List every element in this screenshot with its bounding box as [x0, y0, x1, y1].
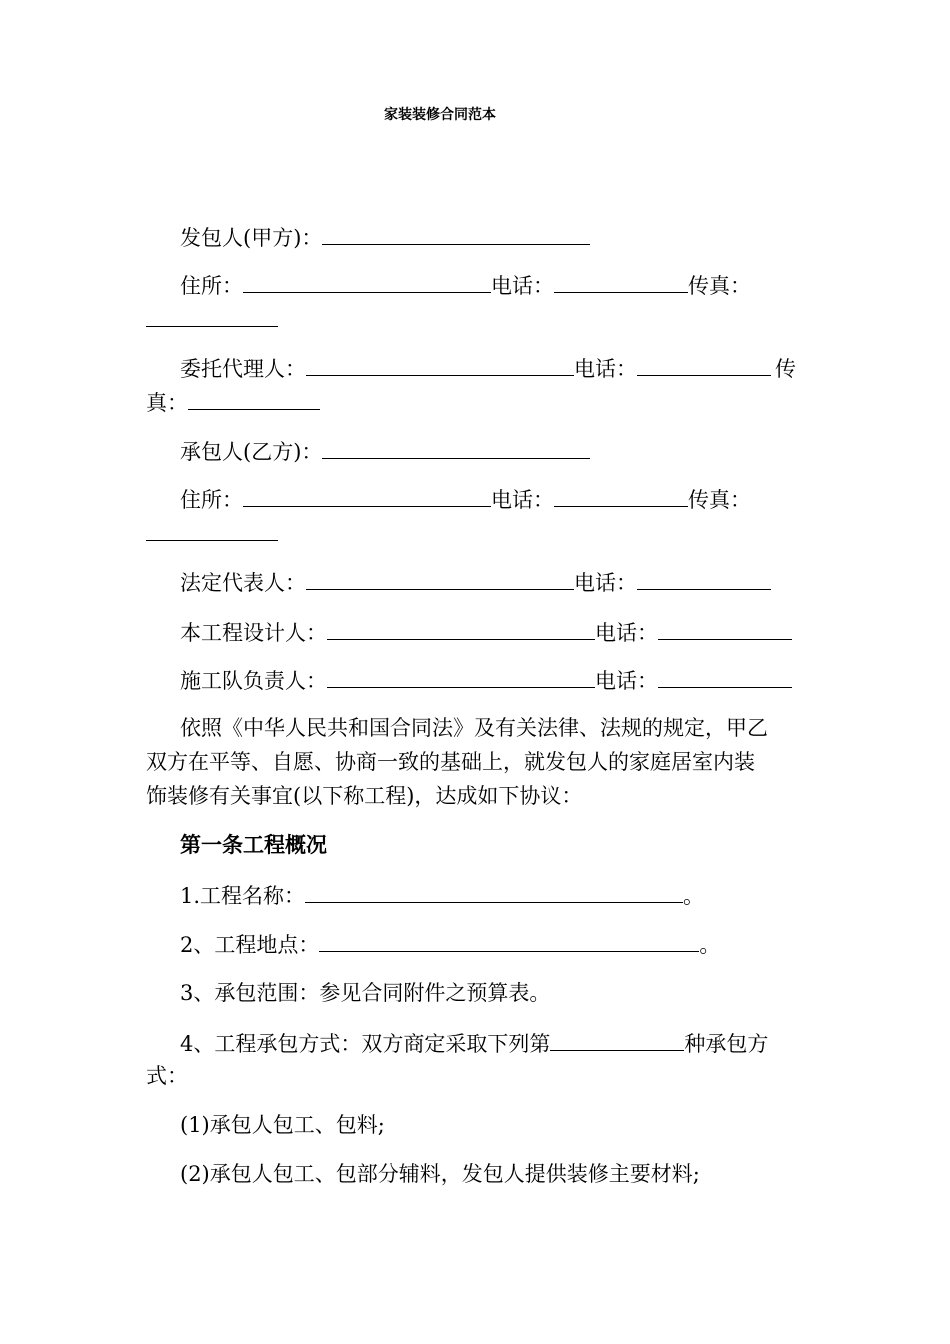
agent-label: 委托代理人：: [180, 357, 306, 381]
option-1: (1)承包人包工、包料;: [180, 1113, 385, 1137]
preamble-line-2: 双方在平等、自愿、协商一致的基础上，就发包人的家庭居室内装: [146, 750, 755, 774]
item-2-end: 。: [699, 933, 721, 957]
party-b-address-label: 住所：: [180, 488, 243, 512]
item-4-continuation: 式：: [146, 1064, 188, 1088]
party-b-address-blank[interactable]: [243, 486, 491, 507]
party-a-address-row: [180, 272, 751, 298]
legal-rep-phone-label: 电话：: [574, 571, 637, 595]
item-2-row: [180, 931, 720, 957]
agent-row: [180, 355, 796, 381]
designer-row: [180, 619, 792, 645]
party-a-fax-blank[interactable]: [146, 306, 278, 327]
foreman-phone-label: 电话：: [595, 669, 658, 693]
item-3-row: 3、承包范围：参见合同附件之预算表。: [180, 981, 551, 1005]
party-b-label: 承包人(乙方)：: [180, 440, 323, 464]
party-b-row: [180, 438, 590, 464]
party-a-address-blank[interactable]: [243, 272, 491, 293]
agent-fax-label-end: 真：: [146, 391, 188, 415]
item-4-label: 4、工程承包方式：双方商定采取下列第: [180, 1032, 551, 1056]
designer-label: 本工程设计人：: [180, 621, 327, 645]
legal-rep-blank[interactable]: [306, 569, 574, 590]
legal-rep-label: 法定代表人：: [180, 571, 306, 595]
article-1-heading: 第一条工程概况: [180, 833, 327, 857]
party-a-fax-row: [146, 306, 278, 332]
party-b-blank[interactable]: [322, 438, 590, 459]
designer-blank[interactable]: [327, 619, 595, 640]
agent-fax-blank[interactable]: [188, 389, 320, 410]
party-a-label: 发包人(甲方)：: [180, 226, 323, 250]
foreman-blank[interactable]: [327, 667, 595, 688]
party-a-fax-label: 传真：: [688, 274, 751, 298]
preamble-line-1: 依照《中华人民共和国合同法》及有关法律、法规的规定，甲乙: [180, 716, 768, 740]
legal-rep-row: [180, 569, 771, 595]
item-4-row: [180, 1030, 768, 1056]
party-a-phone-label: 电话：: [491, 274, 554, 298]
agent-phone-blank[interactable]: [637, 355, 771, 376]
agent-fax-row: [146, 389, 320, 415]
party-a-phone-blank[interactable]: [554, 272, 688, 293]
item-1-row: [180, 882, 704, 908]
party-b-fax-label: 传真：: [688, 488, 751, 512]
party-b-address-row: [180, 486, 751, 512]
preamble-line-3: 饰装修有关事宜(以下称工程)，达成如下协议：: [146, 784, 583, 808]
foreman-row: [180, 667, 792, 693]
foreman-label: 施工队负责人：: [180, 669, 327, 693]
party-a-row: [180, 224, 590, 250]
designer-phone-blank[interactable]: [658, 619, 792, 640]
party-b-phone-blank[interactable]: [554, 486, 688, 507]
party-b-phone-label: 电话：: [491, 488, 554, 512]
party-a-address-label: 住所：: [180, 274, 243, 298]
party-b-fax-row: [146, 520, 278, 546]
document-title: 家装装修合同范本: [384, 107, 496, 123]
contract-mode-blank[interactable]: [550, 1030, 684, 1051]
agent-fax-label-start: 传: [775, 357, 796, 381]
item-4-end: 种承包方: [684, 1032, 769, 1056]
party-a-blank[interactable]: [322, 224, 590, 245]
item-1-end: 。: [683, 884, 705, 908]
project-name-blank[interactable]: [305, 882, 683, 903]
item-2-label: 2、工程地点：: [180, 933, 320, 957]
agent-blank[interactable]: [306, 355, 574, 376]
item-1-label: 1.工程名称：: [180, 884, 306, 908]
option-2: (2)承包人包工、包部分辅料，发包人提供装修主要材料;: [180, 1162, 700, 1186]
agent-phone-label: 电话：: [574, 357, 637, 381]
party-b-fax-blank[interactable]: [146, 520, 278, 541]
designer-phone-label: 电话：: [595, 621, 658, 645]
project-location-blank[interactable]: [319, 931, 699, 952]
foreman-phone-blank[interactable]: [658, 667, 792, 688]
legal-rep-phone-blank[interactable]: [637, 569, 771, 590]
